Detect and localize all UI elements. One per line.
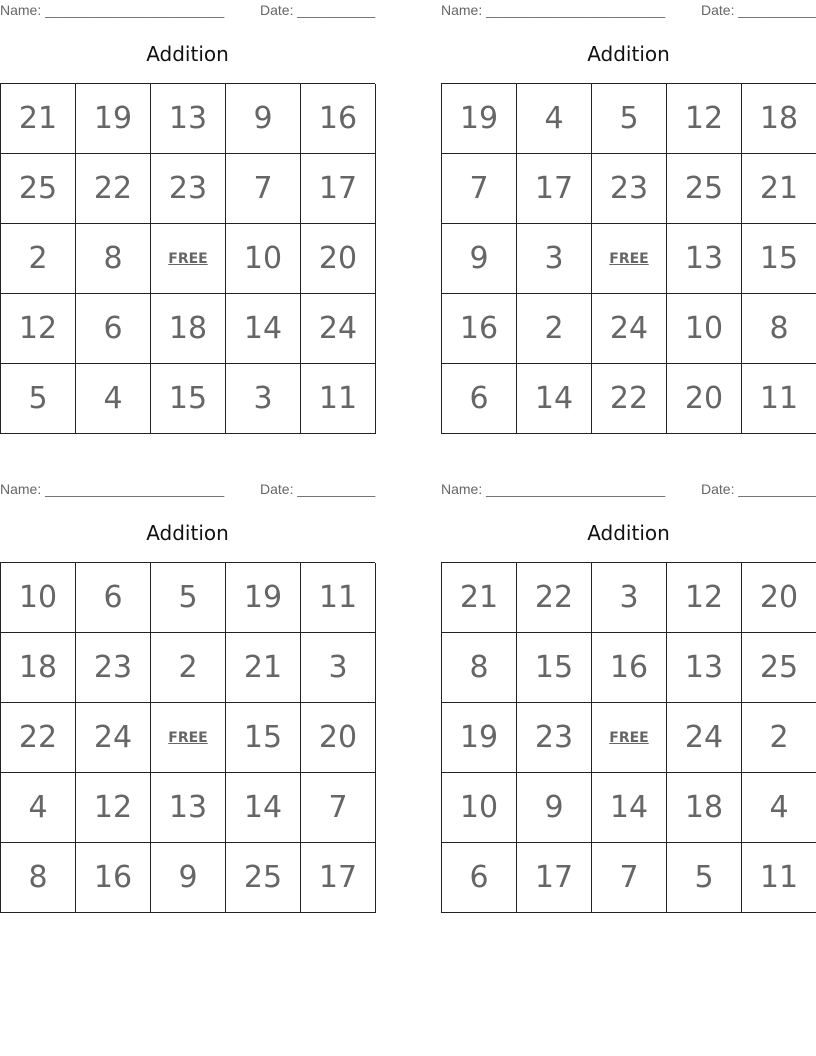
- date-field-label: Date: __________: [701, 2, 816, 18]
- bingo-cell: 5: [151, 563, 226, 633]
- name-field-label: Name: _______________________: [0, 2, 225, 18]
- free-space-cell: FREE: [592, 224, 667, 294]
- free-space-cell: FREE: [151, 703, 226, 773]
- bingo-cell: 11: [301, 364, 376, 434]
- free-space-cell: FREE: [592, 703, 667, 773]
- bingo-cell: 8: [742, 294, 816, 364]
- bingo-cell: 12: [1, 294, 76, 364]
- bingo-cell: 19: [442, 84, 517, 154]
- bingo-cell: 3: [226, 364, 301, 434]
- date-field-label: Date: __________: [701, 481, 816, 497]
- bingo-cell: 6: [76, 563, 151, 633]
- bingo-grid: [0, 562, 375, 913]
- bingo-cell: 13: [151, 773, 226, 843]
- bingo-cell: 6: [442, 843, 517, 913]
- bingo-grid: [441, 562, 816, 913]
- bingo-cell: 19: [226, 563, 301, 633]
- card-header: [441, 2, 816, 20]
- bingo-cell: 4: [742, 773, 816, 843]
- bingo-cell: 20: [667, 364, 742, 434]
- bingo-cell: 10: [1, 563, 76, 633]
- card-title: Addition: [146, 521, 229, 545]
- bingo-cell: 20: [742, 563, 816, 633]
- bingo-cell: 23: [76, 633, 151, 703]
- bingo-cell: 22: [76, 154, 151, 224]
- bingo-cell: 14: [226, 294, 301, 364]
- bingo-cell: 9: [442, 224, 517, 294]
- bingo-cell: 14: [517, 364, 592, 434]
- name-field-label: Name: _______________________: [0, 481, 225, 497]
- bingo-cell: 14: [226, 773, 301, 843]
- bingo-cell: 16: [442, 294, 517, 364]
- bingo-cell: 16: [76, 843, 151, 913]
- bingo-cell: 24: [667, 703, 742, 773]
- bingo-cell: 15: [226, 703, 301, 773]
- bingo-cell: 10: [667, 294, 742, 364]
- bingo-cell: 9: [517, 773, 592, 843]
- bingo-cell: 18: [667, 773, 742, 843]
- bingo-cell: 17: [301, 843, 376, 913]
- date-field-label: Date: __________: [260, 2, 376, 18]
- bingo-cell: 8: [1, 843, 76, 913]
- bingo-cell: 20: [301, 224, 376, 294]
- bingo-cell: 22: [592, 364, 667, 434]
- card-title: Addition: [146, 42, 229, 66]
- bingo-cell: 5: [1, 364, 76, 434]
- bingo-cell: 2: [742, 703, 816, 773]
- bingo-cell: 6: [442, 364, 517, 434]
- bingo-cell: 16: [592, 633, 667, 703]
- bingo-cell: 17: [301, 154, 376, 224]
- bingo-cell: 6: [76, 294, 151, 364]
- bingo-cell: 18: [1, 633, 76, 703]
- bingo-cell: 12: [76, 773, 151, 843]
- bingo-cell: 4: [517, 84, 592, 154]
- bingo-cell: 22: [517, 563, 592, 633]
- bingo-cell: 20: [301, 703, 376, 773]
- bingo-cell: 13: [667, 224, 742, 294]
- bingo-cell: 13: [151, 84, 226, 154]
- bingo-cell: 2: [151, 633, 226, 703]
- bingo-cell: 23: [517, 703, 592, 773]
- bingo-cell: 2: [517, 294, 592, 364]
- bingo-cell: 11: [742, 843, 816, 913]
- date-field-label: Date: __________: [260, 481, 376, 497]
- bingo-cell: 7: [592, 843, 667, 913]
- bingo-cell: 4: [1, 773, 76, 843]
- bingo-cell: 17: [517, 843, 592, 913]
- bingo-grid: [441, 83, 816, 434]
- card-header: [0, 2, 375, 20]
- bingo-cell: 12: [667, 563, 742, 633]
- bingo-cell: 24: [301, 294, 376, 364]
- bingo-cell: 21: [742, 154, 816, 224]
- bingo-cell: 21: [226, 633, 301, 703]
- bingo-cell: 18: [742, 84, 816, 154]
- bingo-cell: 17: [517, 154, 592, 224]
- name-field-label: Name: _______________________: [441, 2, 666, 18]
- bingo-cell: 19: [76, 84, 151, 154]
- bingo-cell: 2: [1, 224, 76, 294]
- card-header: [0, 481, 375, 499]
- card-title: Addition: [587, 42, 670, 66]
- bingo-cell: 22: [1, 703, 76, 773]
- bingo-cell: 4: [76, 364, 151, 434]
- card-title: Addition: [587, 521, 670, 545]
- bingo-cell: 25: [226, 843, 301, 913]
- bingo-cell: 8: [442, 633, 517, 703]
- bingo-cell: 19: [442, 703, 517, 773]
- bingo-cell: 8: [76, 224, 151, 294]
- bingo-cell: 15: [517, 633, 592, 703]
- bingo-cell: 24: [76, 703, 151, 773]
- bingo-cell: 5: [592, 84, 667, 154]
- bingo-cell: 16: [301, 84, 376, 154]
- bingo-cell: 24: [592, 294, 667, 364]
- bingo-cell: 11: [301, 563, 376, 633]
- bingo-cell: 15: [151, 364, 226, 434]
- bingo-cell: 3: [517, 224, 592, 294]
- bingo-cell: 18: [151, 294, 226, 364]
- bingo-cell: 9: [226, 84, 301, 154]
- bingo-cell: 7: [301, 773, 376, 843]
- bingo-cell: 25: [742, 633, 816, 703]
- bingo-cell: 25: [667, 154, 742, 224]
- bingo-cell: 7: [226, 154, 301, 224]
- bingo-cell: 13: [667, 633, 742, 703]
- bingo-cell: 9: [151, 843, 226, 913]
- bingo-cell: 10: [442, 773, 517, 843]
- bingo-cell: 23: [592, 154, 667, 224]
- bingo-cell: 3: [301, 633, 376, 703]
- bingo-grid: [0, 83, 375, 434]
- bingo-cell: 15: [742, 224, 816, 294]
- bingo-cell: 14: [592, 773, 667, 843]
- bingo-cell: 10: [226, 224, 301, 294]
- bingo-cell: 21: [442, 563, 517, 633]
- bingo-cell: 5: [667, 843, 742, 913]
- bingo-cell: 12: [667, 84, 742, 154]
- bingo-cell: 21: [1, 84, 76, 154]
- free-space-cell: FREE: [151, 224, 226, 294]
- card-header: [441, 481, 816, 499]
- bingo-cell: 25: [1, 154, 76, 224]
- bingo-cell: 3: [592, 563, 667, 633]
- bingo-cell: 11: [742, 364, 816, 434]
- bingo-cell: 23: [151, 154, 226, 224]
- bingo-cell: 7: [442, 154, 517, 224]
- name-field-label: Name: _______________________: [441, 481, 666, 497]
